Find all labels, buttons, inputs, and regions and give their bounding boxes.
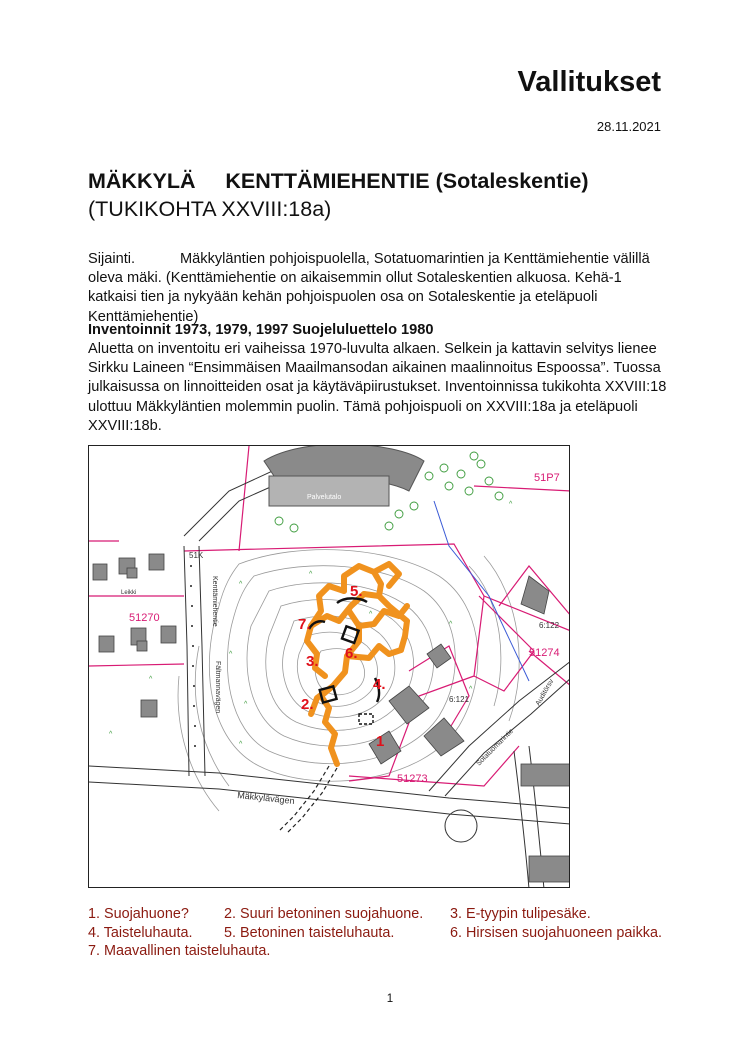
map-label-51k: 51K bbox=[189, 551, 204, 560]
legend-item-2: 2. Suuri betoninen suojahuone. bbox=[224, 906, 424, 922]
map-label-lot-6-121: 6:121 bbox=[449, 695, 470, 704]
palvelutalo-label: Palvelutalo bbox=[307, 494, 342, 501]
roads bbox=[89, 451, 570, 888]
site-map bbox=[88, 445, 570, 888]
legend-item-6: 6. Hirsisen suojahuoneen paikka. bbox=[450, 924, 662, 941]
road-edge-dots bbox=[190, 565, 196, 747]
contour-lines bbox=[178, 550, 519, 811]
svg-text:^: ^ bbox=[449, 621, 453, 628]
map-marker-2: 2. bbox=[301, 696, 314, 713]
location-paragraph bbox=[88, 250, 668, 327]
legend-item-7: 7. Maavallinen taisteluhauta. bbox=[88, 943, 271, 959]
map-label-faltmannavagen: Fältmannavägen bbox=[214, 661, 221, 714]
legend-row bbox=[88, 942, 708, 961]
svg-text:^: ^ bbox=[309, 571, 313, 578]
map-label-kenttamiehentie: Kenttämiehentie bbox=[211, 576, 218, 627]
map-marker-5: 5. bbox=[350, 583, 363, 600]
map-label-sotatuomarintie: Sotatuomarintie bbox=[475, 727, 516, 768]
svg-text:^: ^ bbox=[239, 581, 243, 588]
location-label: Sijainti. bbox=[88, 251, 136, 267]
legend-item-1: 1. Suojahuone? bbox=[88, 906, 189, 922]
svg-text:^: ^ bbox=[244, 701, 248, 708]
map-label-leikki: Leikki bbox=[121, 590, 137, 596]
document-date: 28.11.2021 bbox=[596, 119, 661, 134]
inventory-paragraph: Aluetta on inventoitu eri vaiheissa 1970-luvulta alkaen. Selkein ja kattavin selvitys lienee Sirkku Laineen “Ensimmäisen Maailmansodan aikainen maalinnoitus Espoossa”. Tuossa julkaisussa on linnoitteiden osat ja käytäväpiirustukset. Inventoinnissa tukikohta XXVIII:18 ulottuu Mäkkyläntien molemmin puolin. Tämä pohjoispuoli on XXVIII:18a ja eteläpuoli XXVIII:18b. bbox=[88, 341, 667, 434]
map-label-51p7: 51P7 bbox=[534, 472, 560, 484]
map-label-51270: 51270 bbox=[129, 612, 160, 624]
site-map-drawing bbox=[89, 446, 570, 888]
svg-text:^: ^ bbox=[149, 676, 153, 683]
map-label-51274: 51274 bbox=[529, 647, 560, 659]
section-subheading: (TUKIKOHTA XXVIII:18a) bbox=[88, 197, 332, 221]
section-heading: MÄKKYLÄ KENTTÄMIEHENTIE (Sotaleskentie) bbox=[88, 169, 589, 193]
page-number: 1 bbox=[386, 993, 394, 1005]
houses-west bbox=[93, 554, 176, 717]
map-marker-3: 3. bbox=[306, 653, 319, 670]
svg-text:^: ^ bbox=[469, 686, 473, 693]
legend-item-3: 3. E-tyypin tulipesäke. bbox=[450, 906, 591, 922]
map-marker-1: 1 bbox=[376, 733, 385, 750]
legend-row bbox=[88, 924, 708, 943]
map-label-lot-6-122: 6:122 bbox=[539, 621, 560, 630]
legend-row bbox=[88, 905, 708, 924]
svg-text:^: ^ bbox=[389, 581, 393, 588]
svg-text:^: ^ bbox=[509, 501, 513, 508]
map-label-51273: 51273 bbox=[397, 773, 428, 785]
legend-item-4: 4. Taisteluhauta. bbox=[88, 924, 193, 941]
svg-text:^: ^ bbox=[369, 611, 373, 618]
map-marker-6: 6. bbox=[345, 645, 358, 662]
map-marker-4: 4. bbox=[373, 676, 386, 693]
document-title: Vallitukset bbox=[517, 66, 661, 98]
palvelutalo-building bbox=[264, 446, 424, 506]
map-label-makkylavagen: Mäkkylävägen bbox=[236, 790, 296, 807]
map-marker-7: 7. bbox=[298, 616, 311, 633]
svg-text:^: ^ bbox=[109, 731, 113, 738]
svg-text:^: ^ bbox=[229, 651, 233, 658]
inventory-heading: Inventoinnit 1973, 1979, 1997 Suojeluluettelo 1980 bbox=[88, 322, 434, 338]
map-label-auditorsvagen: Auditörsv bbox=[534, 678, 556, 707]
legend-item-5: 5. Betoninen taisteluhauta. bbox=[224, 924, 395, 941]
location-text: Mäkkyläntien pohjoispuolella, Sotatuomarintien ja Kenttämiehentie välillä oleva mäki. (Kenttämiehentie on aikaisemmin ollut Sotaleskentien alkuosa. Kehä-1 katkaisi tien ja nykyään kehän pohjoispuolen osa on Sotaleskentie ja eteläpuoli Kenttämiehentie) bbox=[88, 251, 650, 325]
svg-text:^: ^ bbox=[239, 741, 243, 748]
map-legend bbox=[88, 905, 708, 961]
